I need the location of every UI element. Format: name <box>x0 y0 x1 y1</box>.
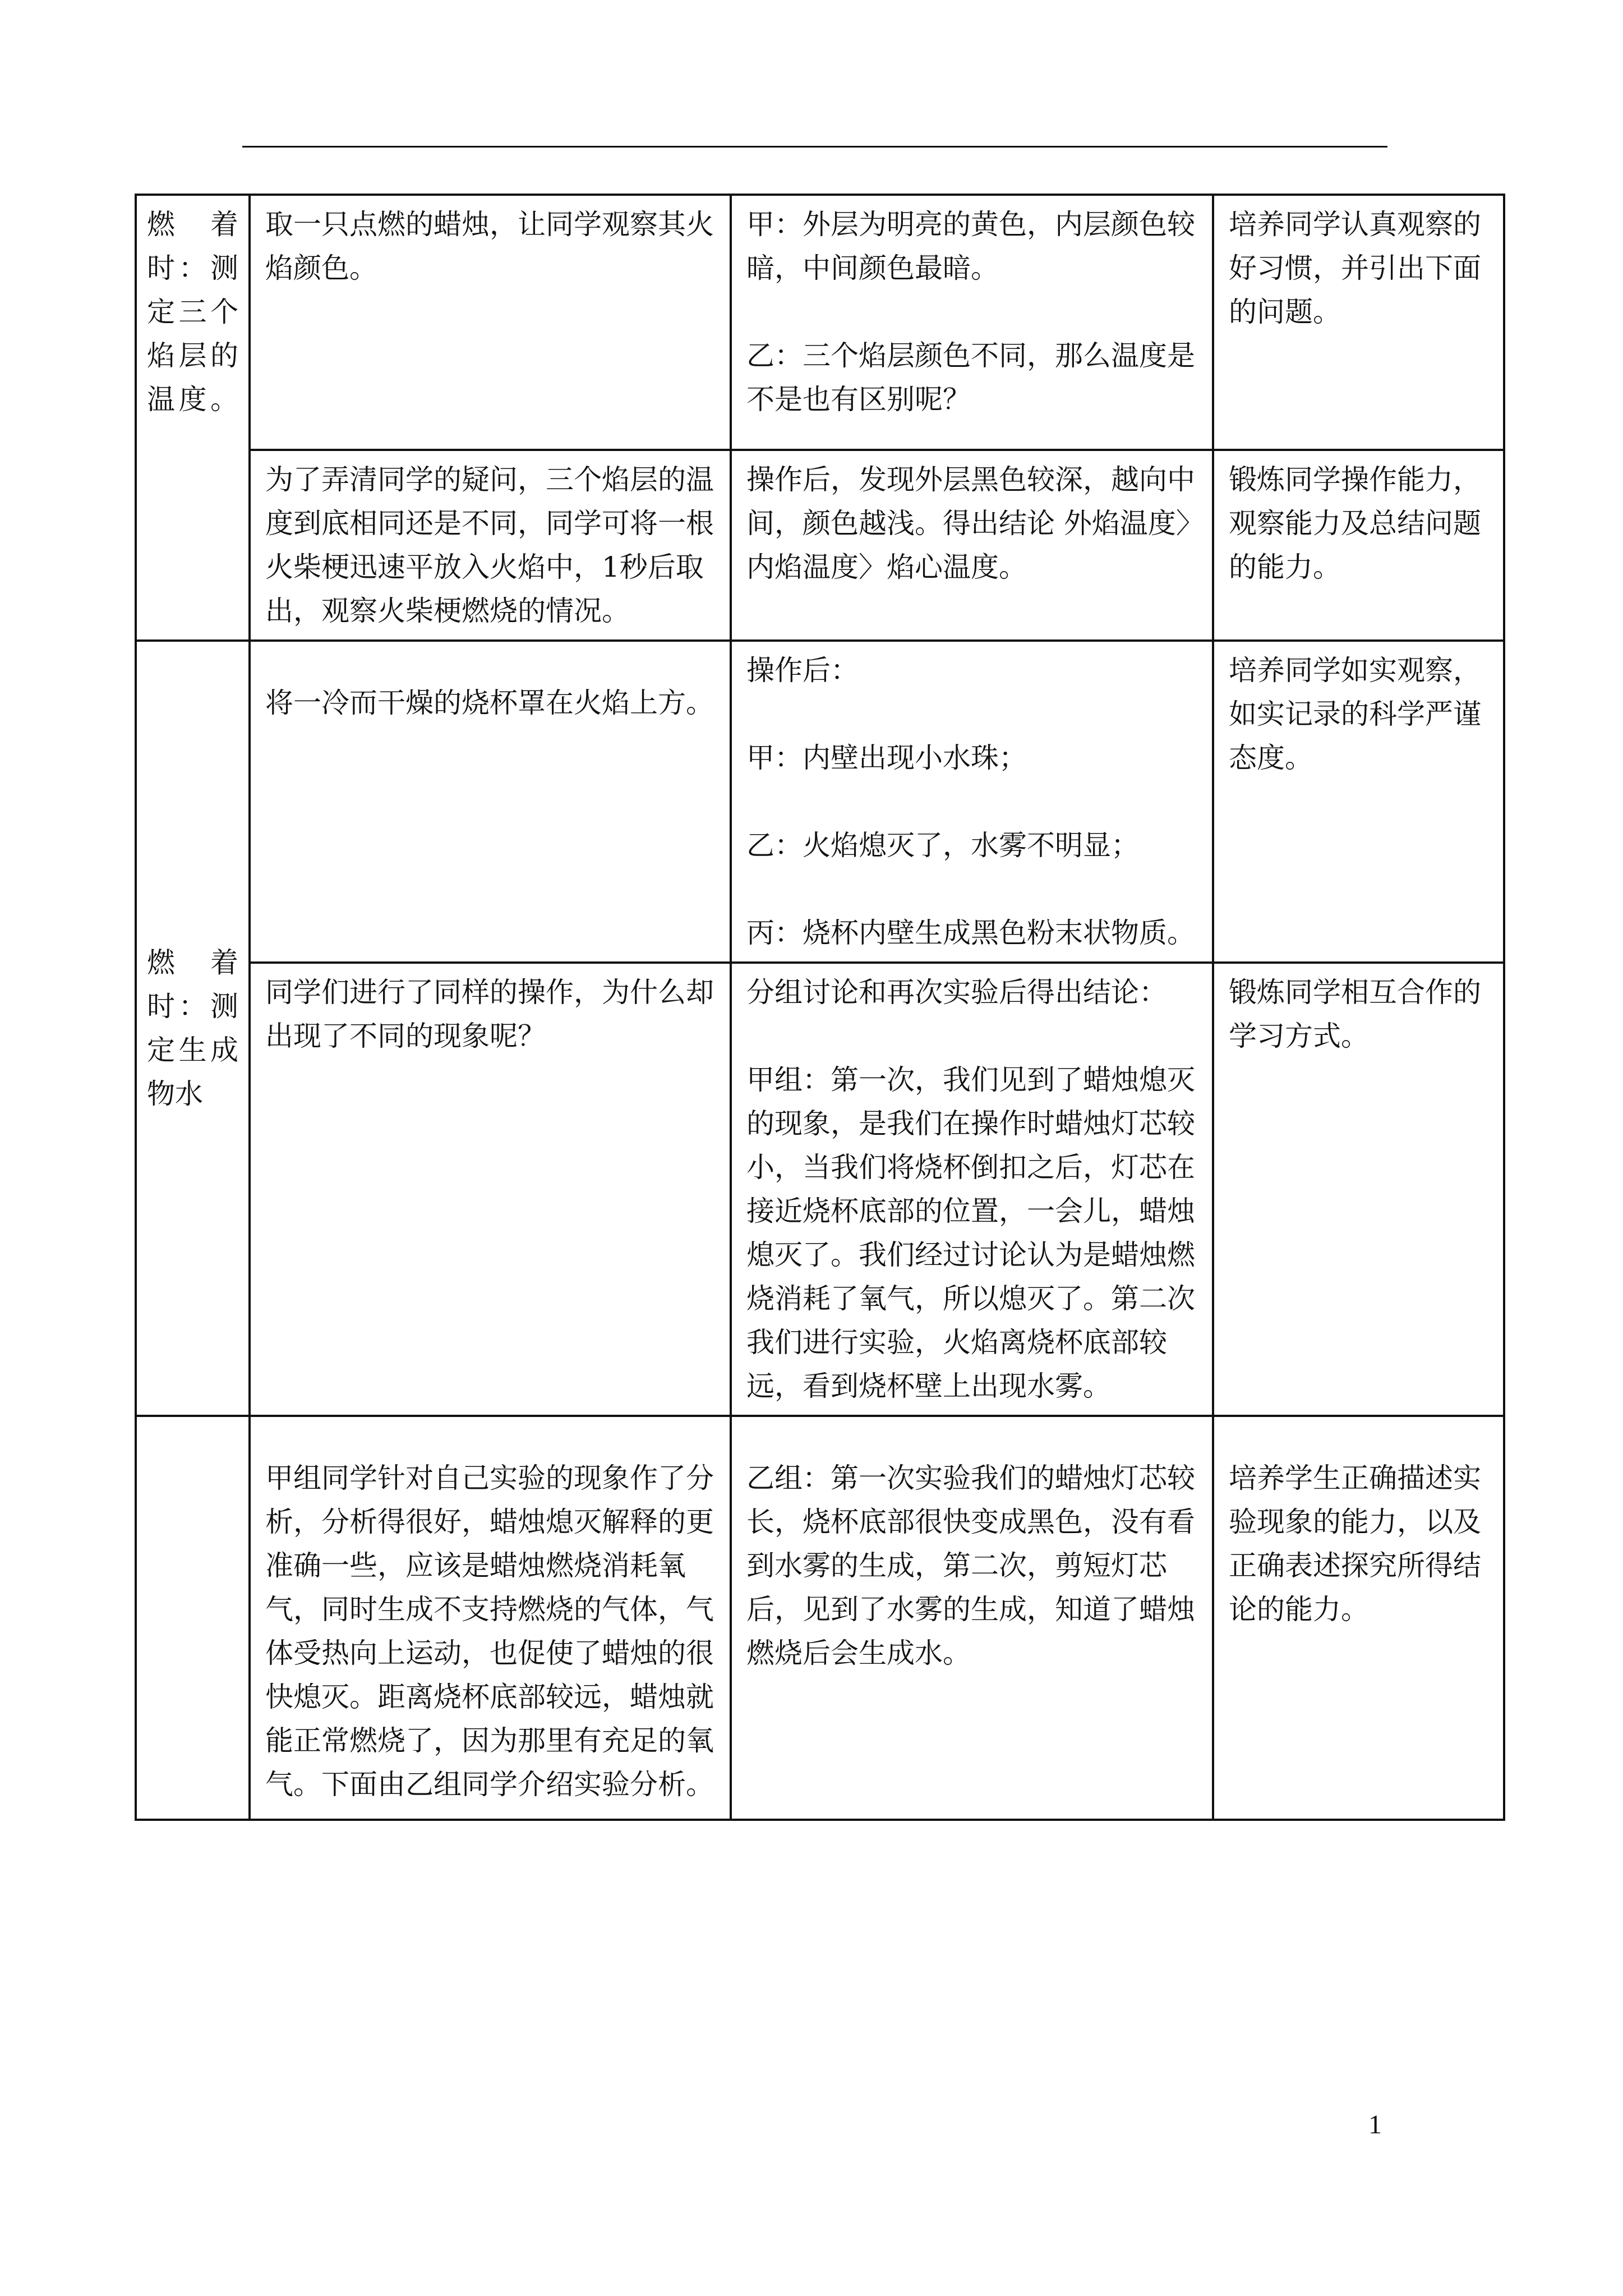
student-activity-cell <box>731 450 1213 641</box>
table-row <box>136 450 1504 641</box>
teacher-activity-cell: 取一只点燃的蜡烛，让同学观察其火焰颜色。 <box>250 195 731 450</box>
student-paragraph: 乙：火焰熄灭了，水雾不明显； <box>746 829 1139 862</box>
purpose-cell: 锻炼同学相互合作的学习方式。 <box>1213 963 1504 1416</box>
student-paragraph: 甲组：第一次，我们见到了蜡烛熄灭的现象，是我们在操作时蜡烛灯芯较小，当我们将烧杯倒扣之后，灯芯在接近烧杯底部的位置，一会儿，蜡烛熄灭了。我们经过讨论认为是蜡烛燃烧消耗了氧气，所以熄灭了。第二次我们进行实验，火焰离烧杯底部较远，看到烧杯壁上出现水雾。 <box>746 1064 1195 1402</box>
student-paragraph: 甲：内壁出现小水珠； <box>746 742 1027 774</box>
page-number: 1 <box>1368 2110 1382 2139</box>
student-paragraph: 丙：烧杯内壁生成黑色粉末状物质。 <box>746 917 1195 949</box>
purpose-cell: 锻炼同学操作能力，观察能力及总结问题的能力。 <box>1213 450 1504 641</box>
stage-cell: 燃着时：测定三个焰层的温度。 <box>136 195 250 641</box>
student-paragraph: 操作后： <box>746 654 859 687</box>
student-paragraph: 分组讨论和再次实验后得出结论： <box>746 976 1167 1009</box>
header-rule <box>242 146 1387 148</box>
table-row <box>136 963 1504 1416</box>
purpose-cell: 培养学生正确描述实验现象的能力，以及正确表述探究所得结论的能力。 <box>1213 1416 1504 1820</box>
student-paragraph: 甲：外层为明亮的黄色，内层颜色较暗，中间颜色最暗。 <box>746 208 1195 284</box>
teacher-activity-cell: 同学们进行了同样的操作，为什么却出现了不同的现象呢？ <box>250 963 731 1416</box>
lesson-table <box>135 194 1505 1821</box>
student-paragraph: 乙组：第一次实验我们的蜡烛灯芯较长，烧杯底部很快变成黑色，没有看到水雾的生成，第二次，剪短灯芯后，见到了水雾的生成，知道了蜡烛燃烧后会生成水。 <box>746 1462 1195 1669</box>
student-activity-cell <box>731 1416 1213 1820</box>
purpose-cell: 培养同学认真观察的好习惯，并引出下面的问题。 <box>1213 195 1504 450</box>
teacher-activity-cell: 为了弄清同学的疑问，三个焰层的温度到底相同还是不同，同学可将一根火柴梗迅速平放入火焰中，1秒后取出，观察火柴梗燃烧的情况。 <box>250 450 731 641</box>
student-paragraph: 操作后，发现外层黑色较深，越向中间，颜色越浅。得出结论 外焰温度〉内焰温度〉焰心温度。 <box>746 463 1195 583</box>
table-row <box>136 1416 1504 1820</box>
stage-cell <box>136 1416 250 1820</box>
student-activity-cell <box>731 641 1213 963</box>
table-row <box>136 641 1504 963</box>
student-paragraph: 乙：三个焰层颜色不同，那么温度是不是也有区别呢？ <box>746 339 1195 416</box>
purpose-cell: 培养同学如实观察，如实记录的科学严谨态度。 <box>1213 641 1504 963</box>
table-row <box>136 195 1504 450</box>
student-activity-cell <box>731 963 1213 1416</box>
student-activity-cell <box>731 195 1213 450</box>
teacher-activity-cell: 甲组同学针对自己实验的现象作了分析，分析得很好，蜡烛熄灭解释的更准确一些，应该是蜡烛燃烧消耗氧气，同时生成不支持燃烧的气体，气体受热向上运动，也促使了蜡烛的很快熄灭。距离烧杯底部较远，蜡烛就能正常燃烧了，因为那里有充足的氧气。下面由乙组同学介绍实验分析。 <box>250 1416 731 1820</box>
stage-cell: 燃着时：测定生成物水 <box>136 641 250 1416</box>
teacher-activity-cell: 将一冷而干燥的烧杯罩在火焰上方。 <box>250 641 731 963</box>
